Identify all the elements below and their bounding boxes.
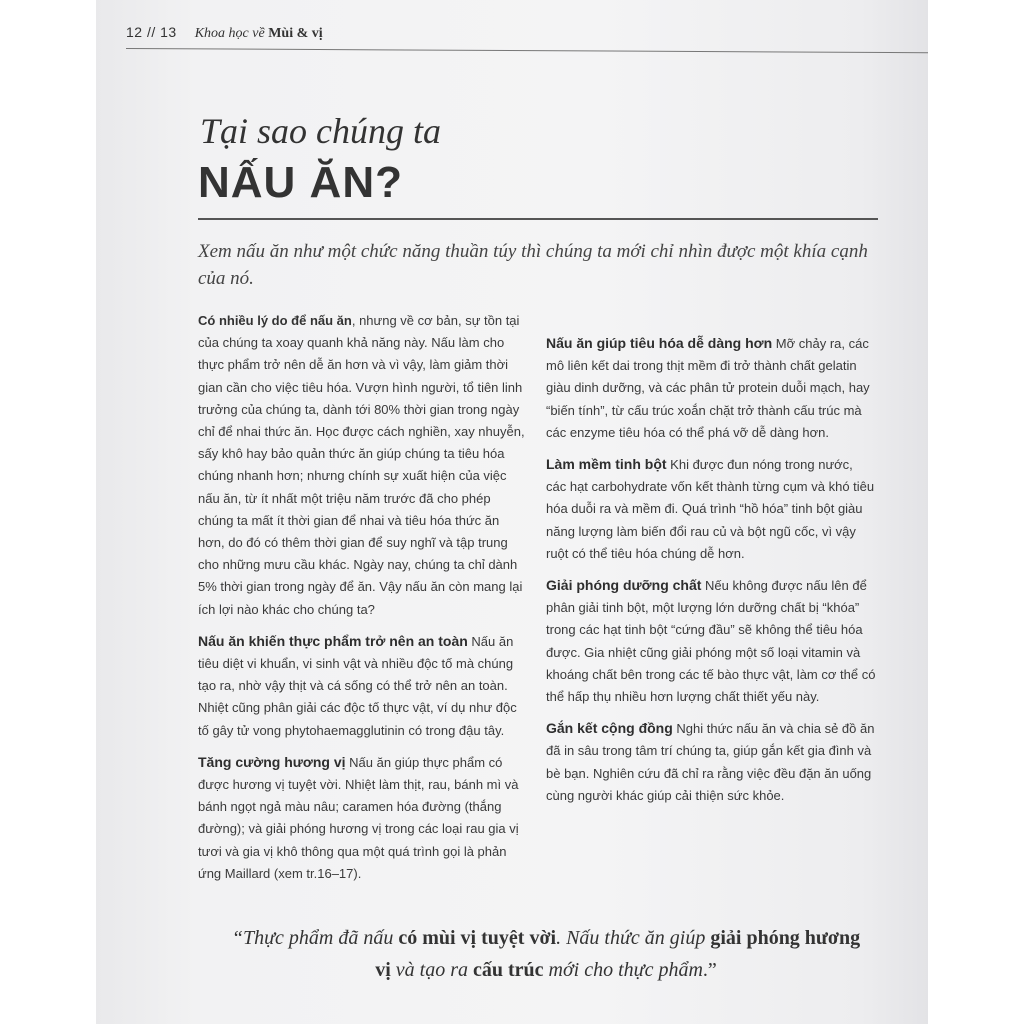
starch-heading: Làm mềm tinh bột: [546, 456, 667, 473]
community-text: Nghi thức nấu ăn và chia sẻ đồ ăn đã in sâu trong tâm trí chúng ta, giúp gắn kết gia đình và bè bạn. Nghiên cứu đã chỉ ra rằng việc đều đặn ăn uống cùng người khác giúp cải thiện sức khỏe.: [546, 721, 875, 803]
quote-part-3: và tạo ra: [390, 959, 473, 981]
quote-open: “: [231, 927, 243, 949]
quote-part-4: mới cho thực phẩm: [543, 959, 703, 981]
nutrients-heading: Giải phóng dưỡng chất: [546, 577, 702, 594]
paragraph-flavor: [198, 751, 528, 885]
running-header: [126, 24, 323, 48]
nutrients-text: Nếu không được nấu lên để phân giải tinh bột, một lượng lớn dưỡng chất bị “khóa” trong các hạt tinh bột “cứng đầu” sẽ không thể tiêu hóa được. Gia nhiệt cũng giải phóng một số loại vitamin và khoáng chất bên trong các tế bào thực vật, làm cơ thể có thể hấp thụ nhiều hơn lượng chất thiết yếu này.: [546, 578, 876, 705]
digest-heading: Nấu ăn giúp tiêu hóa dễ dàng hơn: [546, 335, 773, 351]
paragraph-safe: [198, 630, 528, 742]
paragraph-nutrients: [546, 574, 876, 708]
paragraph-community: [546, 717, 876, 807]
quote-part-1: Thực phẩm đã nấu: [242, 927, 399, 949]
flavor-heading: Tăng cường hương vị: [198, 753, 346, 770]
quote-bold-1: có mùi vị tuyệt vời: [398, 927, 557, 949]
flavor-text: Nấu ăn giúp thực phẩm có được hương vị tuyệt vời. Nhiệt làm thịt, rau, bánh mì và bánh ngọt ngả màu nâu; caramen hóa đường (thắng đường); và giải phóng hương vị trong các loại rau gia vị tươi và gia vị khô thông qua một quá trình gọi là phản ứng Maillard (xem tr.16–17).: [198, 754, 519, 881]
digest-text: Mỡ chảy ra, các mô liên kết dai trong thịt mềm đi trở thành chất gelatin giàu dinh dưỡng, và các phân tử protein duỗi mạch, hay “biến tính”, từ cấu trúc xoắn chặt trở thành cấu trúc mà các enzyme tiêu hóa có thể phá vỡ dễ dàng hơn.: [546, 336, 870, 440]
intro-text: Xem nấu ăn như một chức năng thuần túy thì chúng ta mới chỉ nhìn được một khía cạnh của nó.: [198, 241, 868, 289]
quote-bold-2: giải phóng hương vị: [375, 927, 861, 981]
paragraph-digest: [546, 332, 876, 444]
title-rule: [198, 218, 878, 220]
quote-close: .”: [702, 959, 717, 981]
page-numbers: 12 // 13: [126, 24, 177, 40]
pull-quote: [226, 922, 866, 986]
quote-part-2: . Nấu thức ăn giúp: [556, 927, 711, 949]
starch-text: Khi được đun nóng trong nước, các hạt carbohydrate vốn kết thành từng cụm và khó tiêu hóa duỗi ra và mềm đi. Quá trình “hồ hóa” tinh bột giàu năng lượng làm biến đổi rau củ và bột ngũ cốc, vì vậy ruột có thể tiêu hóa chúng dễ hơn.: [546, 457, 875, 561]
book-title-prefix: Khoa học về: [194, 26, 269, 41]
title-line-1: Tại sao chúng ta: [200, 111, 442, 151]
left-column: [198, 310, 528, 894]
opening-lead: Có nhiều lý do để nấu ăn: [198, 313, 352, 328]
safe-heading: Nấu ăn khiến thực phẩm trở nên an toàn: [198, 632, 468, 649]
opening-text: , nhưng về cơ bản, sự tồn tại của chúng ta xoay quanh khả năng này. Nấu làm cho thực phẩm trở nên dễ ăn hơn và vì vậy, làm giảm thời gian cần cho việc tiêu hóa. Vượn hình người, tổ tiên linh trưởng của chúng ta, dành tới 80% thời gian trong ngày chỉ để nhai thức ăn. Học được cách nghiền, xay nhuyễn, sấy khô hay bảo quản thức ăn giúp chúng ta tiêu hóa chúng nhanh hơn; nhưng chính sự xuất hiện của việc nấu ăn, từ ít nhất một triệu năm trước đã cho phép chúng ta mất ít thời gian để nhai và tiêu hóa thức ăn hơn, do đó có thêm thời gian để suy nghĩ và tập trung cho những mưu cầu khác. Ngày nay, chúng ta chỉ dành 5% thời gian trong ngày để ăn. Vậy nấu ăn còn mang lại ích lợi nào khác cho chúng ta?: [198, 313, 525, 617]
paragraph-starch: [546, 453, 876, 565]
safe-text: Nấu ăn tiêu diệt vi khuẩn, vi sinh vật và nhiều độc tố mà chúng tạo ra, nhờ vậy thịt và cá sống có thể trở nên an toàn. Nhiệt cũng phân giải các độc tố thực vật, ví dụ như độc tố gây tử vong phytohaemagglutinin có trong đậu tây.: [198, 633, 517, 738]
quote-bold-3: cấu trúc: [473, 959, 544, 981]
right-column: [546, 310, 876, 816]
book-title-bold: Mùi & vị: [268, 26, 323, 41]
paragraph-opening: [198, 310, 528, 621]
title-line-2: NẤU ĂN?: [198, 158, 403, 207]
book-title: [195, 26, 323, 42]
community-heading: Gắn kết cộng đồng: [546, 720, 673, 737]
